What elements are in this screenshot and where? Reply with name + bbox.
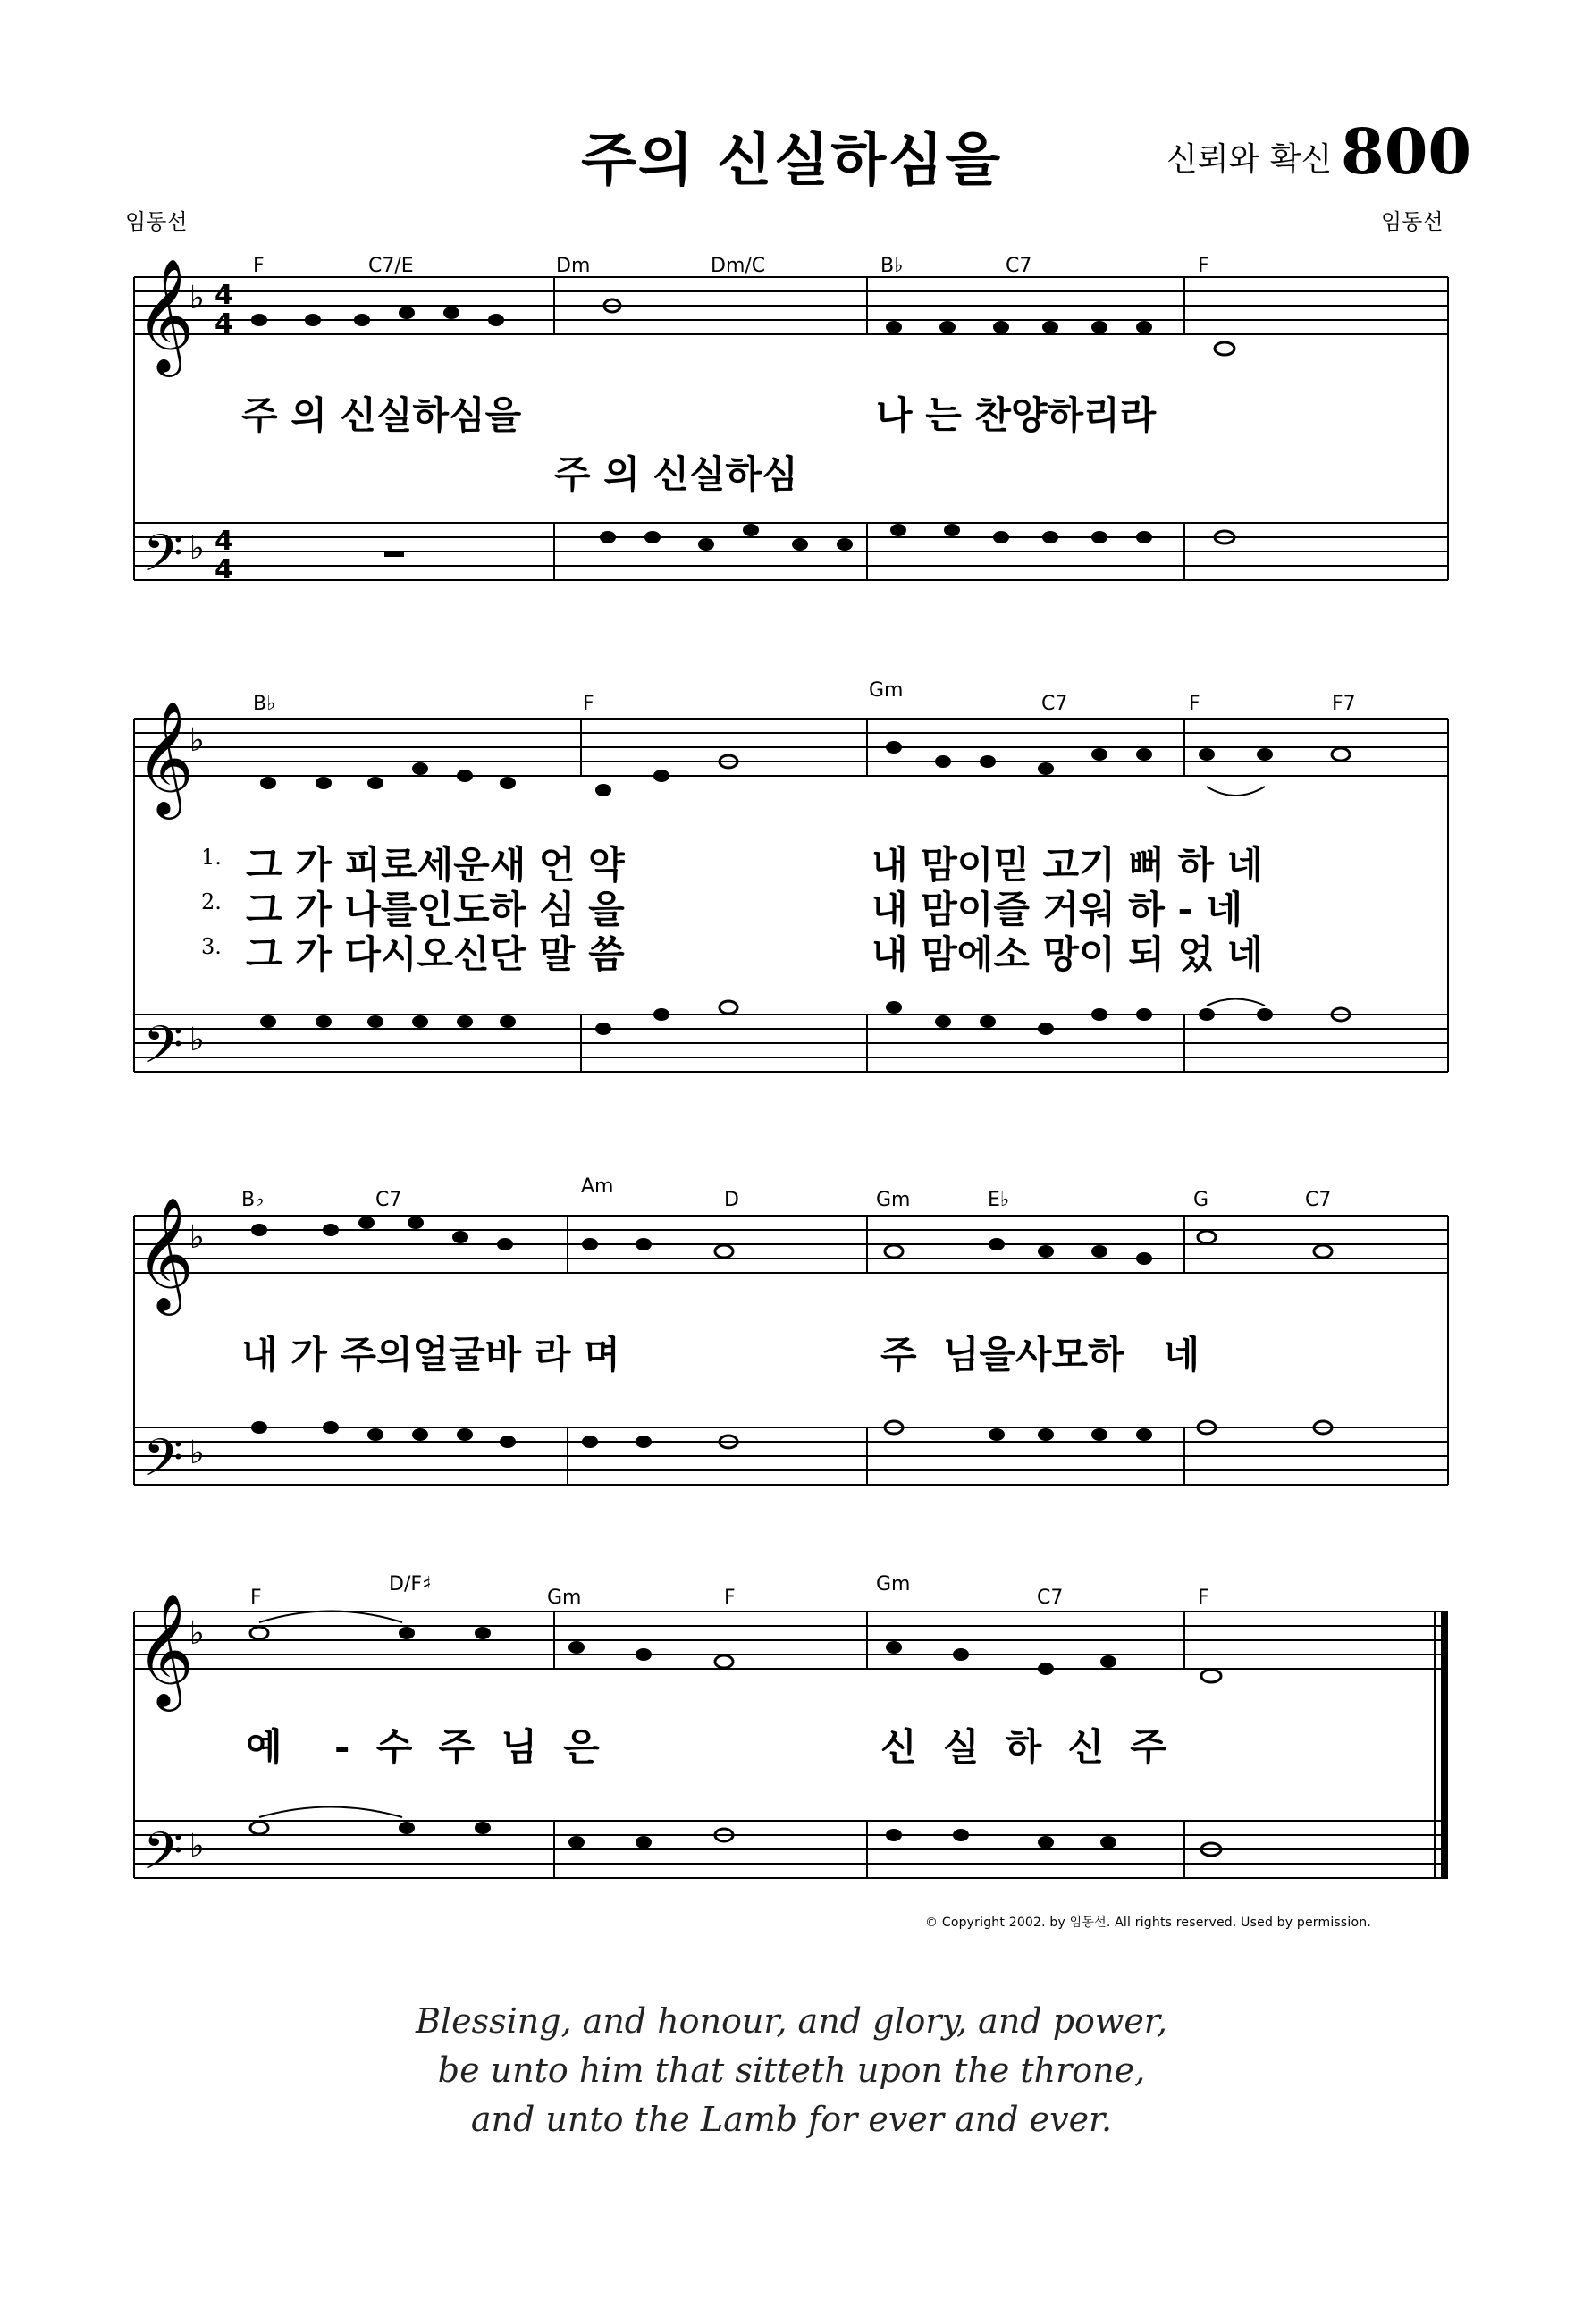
svg-text:4: 4 bbox=[215, 308, 233, 340]
chord-symbol: F bbox=[1198, 1587, 1209, 1609]
svg-text:𝄢: 𝄢 bbox=[143, 1015, 184, 1088]
chord-symbol: D bbox=[724, 1189, 739, 1211]
verse-number: 3. bbox=[201, 934, 222, 959]
svg-text:♭: ♭ bbox=[189, 1828, 205, 1865]
chord-symbol: F bbox=[1189, 693, 1200, 715]
lyric-line: 주 의 신실하심을 bbox=[241, 393, 522, 437]
lyric-line: 내 맘이즐 거워 하 - 네 bbox=[871, 888, 1243, 931]
svg-text:4: 4 bbox=[215, 526, 233, 557]
lyric-line: 그 가 피로세운새 언 약 bbox=[246, 843, 625, 887]
svg-text:𝄢: 𝄢 bbox=[143, 1821, 184, 1894]
verse-number: 2. bbox=[201, 889, 222, 914]
chord-symbol: Dm bbox=[556, 255, 591, 277]
chord-symbol: Gm bbox=[547, 1587, 582, 1609]
svg-text:𝄞: 𝄞 bbox=[136, 1196, 195, 1310]
chord-symbol: C7 bbox=[375, 1189, 402, 1211]
chord-symbol: Gm bbox=[869, 679, 904, 702]
chord-symbol: C7 bbox=[1041, 693, 1068, 715]
chord-symbol: F bbox=[253, 255, 265, 277]
svg-text:♭: ♭ bbox=[189, 1615, 205, 1652]
lyric-line: 내 가 주의얼굴바 라 며 bbox=[241, 1333, 620, 1377]
lyric-line: 내 맘에소 망이 되 었 네 bbox=[871, 932, 1264, 976]
hymn-category: 신뢰와 확신 bbox=[1166, 141, 1333, 178]
lyric-line: 그 가 다시오신단 말 씀 bbox=[246, 932, 625, 976]
svg-text:4: 4 bbox=[215, 280, 233, 311]
svg-text:𝄞: 𝄞 bbox=[136, 1592, 195, 1706]
chord-symbol: F bbox=[583, 693, 594, 715]
scripture-line: and unto the Lamb for ever and ever. bbox=[470, 2100, 1113, 2139]
svg-text:♭: ♭ bbox=[189, 1435, 205, 1471]
lyricist-credit: 임동선 bbox=[125, 209, 188, 234]
chord-symbol: B♭ bbox=[880, 255, 904, 277]
composer-credit: 임동선 bbox=[1381, 209, 1444, 234]
svg-text:𝄢: 𝄢 bbox=[143, 523, 184, 596]
chord-symbol: Dm/C bbox=[711, 255, 766, 277]
scripture-line: Blessing, and honour, and glory, and power, bbox=[416, 2001, 1167, 2041]
chord-symbol: C7 bbox=[1006, 255, 1032, 277]
svg-text:𝄞: 𝄞 bbox=[136, 700, 195, 814]
lyric-line: 예 - 수 주 님 은 bbox=[246, 1725, 600, 1769]
lyric-line: 그 가 나를인도하 심 을 bbox=[246, 888, 625, 931]
chord-symbol: C7/E bbox=[368, 255, 414, 277]
svg-text:♭: ♭ bbox=[189, 530, 205, 567]
chord-symbol: F bbox=[1198, 255, 1209, 277]
svg-text:♭: ♭ bbox=[189, 1022, 205, 1058]
chord-symbol: B♭ bbox=[241, 1189, 265, 1211]
chord-symbol: Am bbox=[581, 1175, 614, 1198]
lyric-line: 주 님을사모하 네 bbox=[880, 1333, 1200, 1377]
chord-symbol: D/F♯ bbox=[389, 1573, 432, 1596]
chord-symbol: C7 bbox=[1037, 1587, 1064, 1609]
svg-text:𝄢: 𝄢 bbox=[143, 1427, 184, 1501]
lyric-line: 신 실 하 신 주 bbox=[880, 1725, 1166, 1769]
chord-symbol: B♭ bbox=[253, 693, 276, 715]
chord-symbol: C7 bbox=[1305, 1189, 1332, 1211]
hymn-title: 주의 신실하심을 bbox=[580, 128, 1003, 194]
lyric-line: 나 는 찬양하리라 bbox=[876, 393, 1157, 437]
lyric-line: 내 맘이믿 고기 뻐 하 네 bbox=[871, 843, 1264, 887]
chord-symbol: F bbox=[250, 1587, 262, 1609]
verse-number: 1. bbox=[201, 845, 222, 870]
chord-symbol: Gm bbox=[876, 1189, 911, 1211]
svg-text:♭: ♭ bbox=[189, 1219, 205, 1256]
hymn-number: 800 bbox=[1341, 114, 1472, 189]
lyric-line: 주 의 신실하심 bbox=[554, 452, 798, 496]
chord-symbol: E♭ bbox=[988, 1189, 1010, 1211]
chord-symbol: F bbox=[724, 1587, 736, 1609]
chord-symbol: Gm bbox=[876, 1573, 911, 1596]
svg-text:♭: ♭ bbox=[189, 280, 205, 316]
copyright-notice: © Copyright 2002. by 임동선. All rights reserved. Used by permission. bbox=[925, 1916, 1372, 1930]
svg-text:♭: ♭ bbox=[189, 722, 205, 759]
scripture-line: be unto him that sitteth upon the throne, bbox=[437, 2050, 1146, 2090]
svg-text:𝄞: 𝄞 bbox=[136, 257, 195, 372]
chord-symbol: G bbox=[1193, 1189, 1209, 1211]
chord-symbol: F7 bbox=[1332, 693, 1356, 715]
svg-text:4: 4 bbox=[215, 554, 233, 585]
